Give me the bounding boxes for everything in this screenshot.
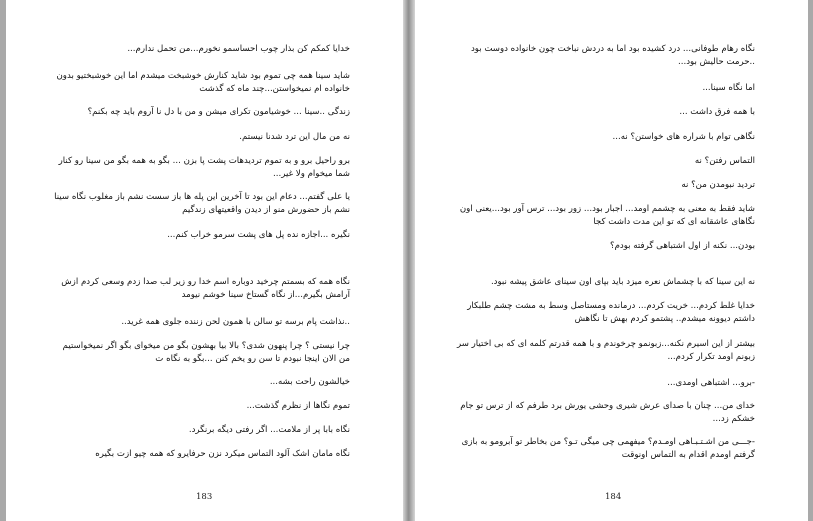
paragraph: تردید نبومدن من؟ نه (681, 180, 755, 190)
paragraph: خدای من... چنان با صدای عرش شیری وحشی یورش برد طرفم که از ترس تو جام خشکم زد... (460, 401, 755, 424)
page-number: 184 (605, 492, 622, 502)
paragraph: خدایا کمکم کن بذار چوب احساسمو نخورم...من تحمل ندارم... (127, 44, 350, 54)
paragraph: اما نگاه سینا... (702, 83, 755, 93)
book-gutter (403, 0, 415, 521)
paragraph: بیشتر از این اسیرم نکنه...زبونمو چرخوندم و با همه قدرتم کلمه ای که بی اختیار سر زبونم اومد تکرار کردم... (456, 339, 755, 362)
paragraph: چرا نیستی ؟ چرا پنهون شدی؟ بالا بیا بهشون بگو من میخوای بگو اگر نمیخواستیم من الان اینجا نبودم تا سن رو یخم کنن ...بگو به نگاه ت (62, 341, 350, 364)
paragraph: زندگی ..سینا ... خوشیامون تکرای میشن و من با دل نا آروم باید چه بکنم؟ (87, 107, 350, 117)
paragraph: برو راحیل برو و به تموم تردیدهات پشت پا بزن ... بگو به همه بگو من سینا رو کنار شما میخوام ولا غیر... (58, 156, 350, 179)
paragraph: نگیره ...اجازه نده پل های پشت سرمو خراب کنم... (167, 230, 350, 240)
paragraph: نگاه بابا پر از ملامت... اگر رفتی دیگه برنگرد. (188, 425, 350, 435)
paragraph: تموم نگاها از نظرم گذشت... (246, 401, 350, 411)
paragraph: نگاه همه که بسمتم چرخید دوباره اسم خدا رو زیر لب صدا زدم وسعی کردم ازش آرامش بگیرم...از نگاه گستاخ سینا خوشم نیومد (61, 277, 350, 300)
paragraph: نه این سینا که با چشماش نعره میزد باید بپای اون سینای عاشق پیشه نبود. (490, 277, 755, 287)
paragraph: ..نذاشت پام برسه تو سالن با همون لحن زننده جلوی همه غرید.. (121, 317, 350, 327)
paragraph: خیالشون راحت بشه... (269, 377, 350, 387)
paragraph: یا علی گفتم... دعام این بود تا آخرین این پله ها باز سست نشم باز مغلوب نگاه سینا نشم باز حضورش منو از دیدن واقعیتهای زندگیم (54, 192, 350, 215)
paragraph: شاید فقط به معنی به چشمم اومد... اجبار بود... زور بود... ترس آور بود...یعنی اون نگاهای عاشقانه ای که تو این مدت داشت کجا (459, 204, 755, 227)
paragraph: نگاه مامان اشک آلود التماس میکرد نزن حرفایرو که همه چیو ازت بگیره (95, 449, 350, 459)
paragraph: نه من مال این ترد شدنا نیستم. (239, 132, 350, 142)
paragraph: نگاه رهام طوفانی... درد کشیده بود اما به دردش نباخت چون خانواده دوست بود ..حرمت حالیش بود... (470, 44, 755, 67)
paragraph: بودن... نکنه از اول اشتباهی گرفته بودم؟ (610, 241, 755, 251)
paragraph: التماس رفتن؟ نه (694, 156, 755, 166)
right-page (415, 0, 808, 521)
paragraph: خدایا غلط کردم... خریت کردم... درمانده ومستاصل وسط به مشت چشم طلبکار داشتم دیوونه میشدم.. پشتمو کردم بهش تا نگاهش (467, 301, 755, 324)
paragraph: -برو... اشتباهی اومدی... (667, 378, 755, 388)
left-page (6, 0, 403, 521)
paragraph: -جـــی من اشـتـبـاهی اومـدم؟ میفهمی چی میگی تـو؟ من بخاطر تو آبرومو به بازی گرفتم اومدم اقدام به التماس اونوقت (461, 437, 755, 460)
paragraph: با همه فرق داشت ... (679, 107, 755, 117)
page-number: 183 (196, 492, 213, 502)
paragraph: نگاهی توام با شراره های خواستن؟ نه... (612, 132, 755, 142)
paragraph: شاید سینا همه چی تموم بود شاید کنارش خوشبخت میشدم اما این خوشبختیو بدون خانواده ام نمیخواستن...چند ماه که گذشت (56, 71, 350, 94)
